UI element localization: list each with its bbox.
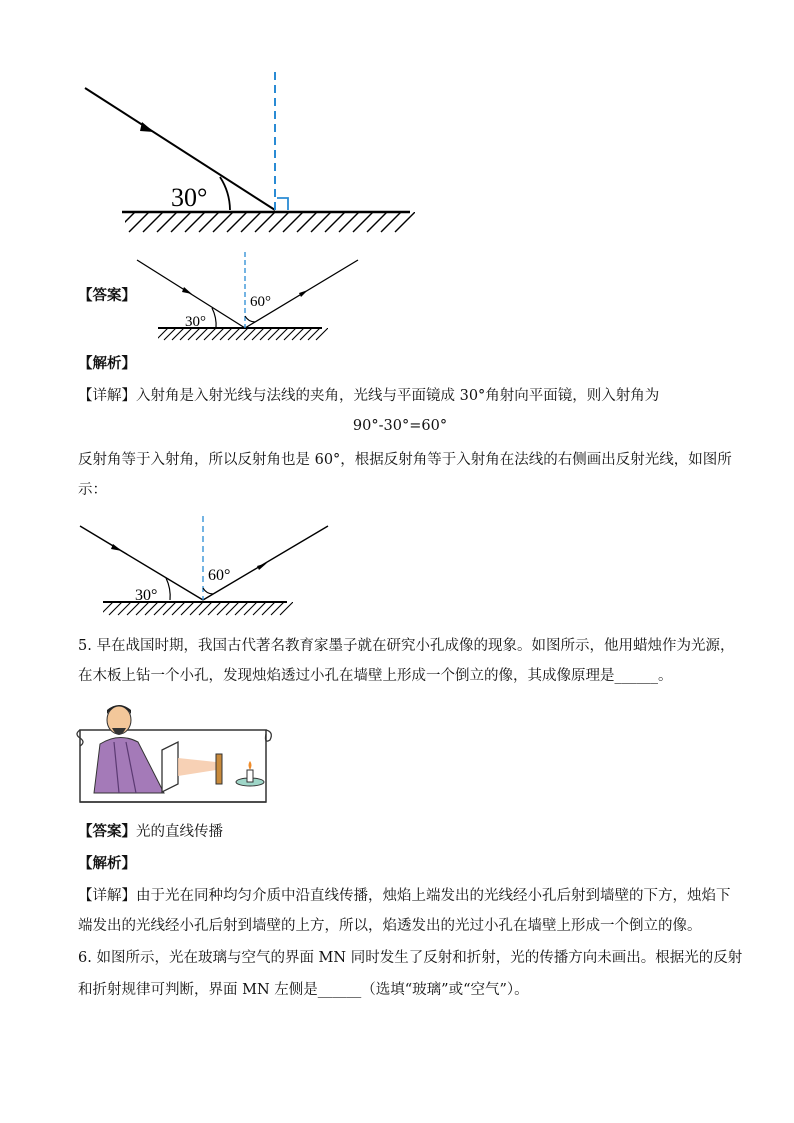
analysis-detail-line1: 【详解】入射角是入射光线与法线的夹角，光线与平面镜成 30°角射向平面镜，则入射角为 — [78, 388, 660, 404]
reflect-angle-arc — [203, 588, 213, 594]
incident-angle-label: 30° — [135, 587, 158, 604]
q5-detail-line1: 【详解】由于光在同种均匀介质中沿直线传播，烛焰上端发出的光线经小孔后射到墙壁的下方，烛焰下 — [78, 888, 731, 904]
mirror-hatching — [115, 212, 415, 232]
figure-solution-diagram — [75, 512, 345, 622]
incident-angle-arc — [212, 308, 216, 328]
analysis-equation: 90°-30°=60° — [352, 418, 448, 434]
analysis-label: 【解析】 — [78, 355, 136, 372]
q5-answer-label: 【答案】 — [78, 823, 136, 840]
q5-text-line1: 5. 早在战国时期，我国古代著名教育家墨子就在研究小孔成像的现象。如图所示，他用蜡烛作为光源， — [78, 638, 735, 654]
angle-label: 30° — [171, 183, 208, 212]
reflect-angle-arc — [245, 316, 255, 322]
reflect-angle-label: 60° — [250, 294, 271, 310]
candle — [247, 770, 253, 782]
board-with-hole — [216, 754, 222, 784]
figure-incident-ray — [70, 60, 430, 240]
ray-arrowhead — [140, 122, 154, 132]
figure-answer-diagram — [130, 248, 370, 348]
q5-text-line2: 在木板上钻一个小孔，发现烛焰透过小孔在墙壁上形成一个倒立的像，其成像原理是______。 — [78, 668, 673, 684]
q5-answer-text: 光的直线传播 — [136, 824, 223, 840]
q6-text-line1: 6. 如图所示，光在玻璃与空气的界面 MN 同时发生了反射和折射，光的传播方向未画出。根据光的反射 — [78, 950, 743, 966]
mirror-hatching — [156, 328, 328, 340]
pinhole-board — [162, 742, 178, 792]
angle-arc — [220, 177, 230, 210]
q5-detail-line2: 端发出的光线经小孔后射到墙壁的上方，所以，焰透发出的光过小孔在墙壁上形成一个倒立的像。 — [78, 918, 702, 934]
q6-text-line2: 和折射规律可判断，界面 MN 左侧是______（选填“玻璃”或“空气”）。 — [78, 982, 529, 998]
analysis-detail-line2: 反射角等于入射角，所以反射角也是 60°，根据反射角等于入射角在法线的右侧画出反射光线，如图所 — [78, 452, 732, 468]
reflected-arrowhead — [257, 563, 267, 570]
q5-analysis-label: 【解析】 — [78, 855, 136, 872]
q5-answer — [78, 822, 223, 842]
incident-angle-label: 30° — [185, 314, 206, 330]
incident-arrowhead — [182, 287, 192, 294]
mirror-hatching — [100, 602, 293, 615]
reflected-arrowhead — [299, 290, 308, 297]
incident-arrowhead — [111, 544, 122, 551]
pinhole-illustration — [74, 698, 274, 808]
incident-angle-arc — [166, 578, 170, 600]
right-angle-mark — [277, 198, 288, 210]
reflected-ray — [203, 526, 328, 600]
analysis-detail-line3: 示： — [78, 482, 107, 498]
reflect-angle-label: 60° — [208, 567, 231, 584]
answer-label: 【答案】 — [78, 287, 136, 304]
